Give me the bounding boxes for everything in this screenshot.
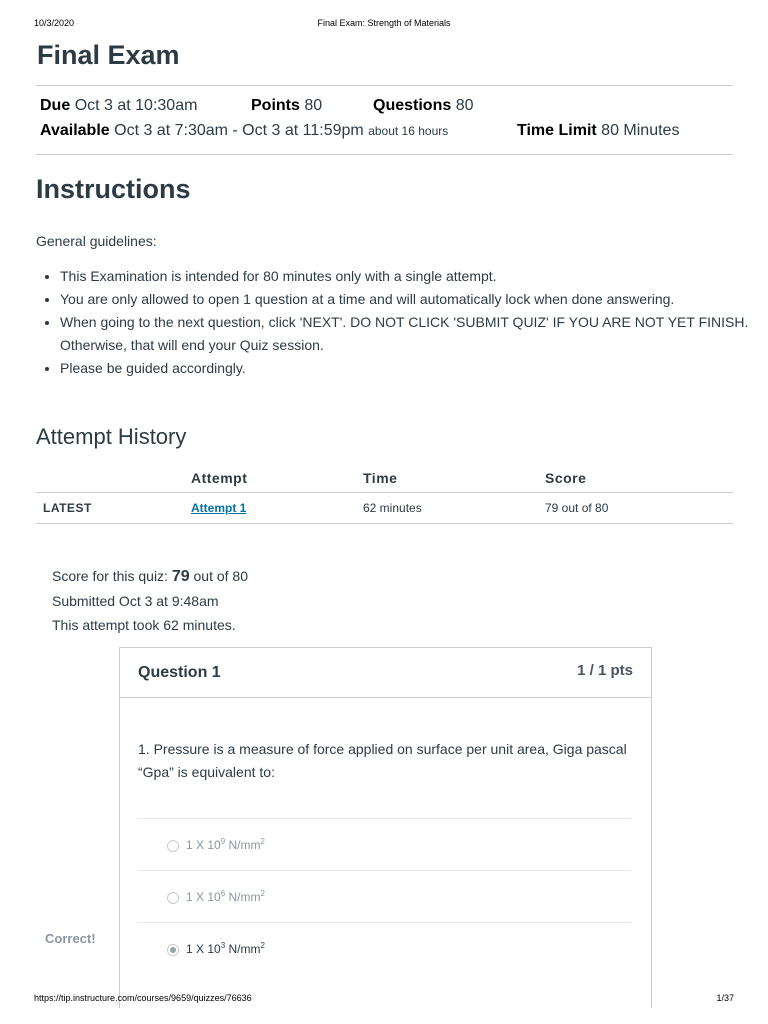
time-limit-label: Time Limit [517, 122, 597, 139]
column-header-score: Score [545, 464, 733, 493]
instruction-item: • This Examination is intended for 80 minutes only with a single attempt. [60, 265, 760, 288]
instruction-item: • You are only allowed to open 1 question at a time and will automatically lock when done answering. [60, 288, 760, 311]
print-date: 10/3/2020 [34, 18, 75, 28]
divider [36, 154, 733, 155]
answer-text: 1 X $10^6$ $N/mm^2$ [186, 889, 265, 904]
instructions-title: Instructions [36, 174, 191, 204]
attempt-link[interactable]: Attempt 1 [191, 501, 247, 515]
available-value: Oct 3 at 7:30am - Oct 3 at 11:59pm [114, 122, 364, 139]
attempt-history-title: Attempt History [36, 424, 187, 449]
points-label: Points [251, 97, 300, 114]
print-title: Final Exam: Strength of Materials [317, 18, 451, 28]
due-label: Due [40, 97, 71, 114]
score-cell: 79 out of 80 [545, 493, 733, 524]
print-url: https://tip.instructure.com/courses/9659/quizzes/76636 [34, 993, 252, 1003]
column-header [36, 464, 191, 493]
instruction-item: • Please be guided accordingly. [60, 357, 760, 380]
points-meta [251, 97, 322, 115]
table-header-row [36, 464, 733, 493]
column-header-time: Time [363, 464, 545, 493]
attempt-cell [191, 493, 363, 524]
answer-text: 1 X $10^9$ $N/mm^2$ [186, 837, 265, 852]
correct-label: Correct! [45, 931, 96, 946]
instruction-item: • When going to the next question, click 'NEXT'. DO NOT CLICK 'SUBMIT QUIZ' IF YOU ARE NOT YET FINISH. Otherwise, that will end your Quiz session. [60, 311, 760, 357]
questions-label: Questions [373, 97, 452, 114]
score-suffix: out of 80 [193, 568, 249, 584]
radio-button[interactable] [167, 840, 179, 852]
attempt-history-table [36, 464, 733, 524]
instructions-list [36, 265, 760, 380]
radio-button-selected[interactable] [167, 944, 179, 956]
points-value: 80 [304, 97, 323, 114]
print-header [34, 18, 734, 32]
score-summary [52, 564, 248, 637]
attempt-duration-line: This attempt took 62 minutes. [52, 617, 236, 633]
question-header [120, 648, 651, 698]
column-header-attempt: Attempt [191, 464, 363, 493]
page-title: Final Exam [37, 40, 180, 70]
time-limit-meta [517, 122, 679, 140]
questions-meta [373, 97, 473, 115]
submitted-line: Submitted Oct 3 at 9:48am [52, 593, 219, 609]
due-value: Oct 3 at 10:30am [74, 97, 198, 114]
answer-text: 1 X $10^3$ $N/mm^2$ [186, 941, 265, 956]
due-meta [40, 97, 197, 115]
available-meta [40, 122, 448, 140]
table-row [36, 493, 733, 524]
page-number: 1/37 [716, 993, 734, 1003]
answer-option-selected[interactable] [138, 922, 631, 974]
quiz-score-line [52, 564, 248, 589]
answer-option[interactable] [138, 818, 631, 870]
radio-button[interactable] [167, 892, 179, 904]
guidelines-intro: General guidelines: [36, 233, 157, 249]
available-label: Available [40, 122, 110, 139]
question-title: Question 1 [138, 664, 221, 681]
score-prefix: Score for this quiz: [52, 568, 168, 584]
question-text: 1. Pressure is a measure of force applied on surface per unit area, Giga pascal “Gpa” is equivalent to: [138, 741, 627, 780]
available-duration: about 16 hours [368, 124, 449, 138]
answer-option[interactable] [138, 870, 631, 922]
divider [36, 85, 733, 86]
question-points: 1 / 1 pts [577, 662, 633, 679]
latest-label: LATEST [36, 493, 191, 524]
questions-value: 80 [455, 97, 474, 114]
question-card [119, 647, 652, 1008]
time-cell: 62 minutes [363, 493, 545, 524]
score-value: 79 [171, 568, 190, 585]
time-limit-value: 80 Minutes [601, 122, 680, 139]
